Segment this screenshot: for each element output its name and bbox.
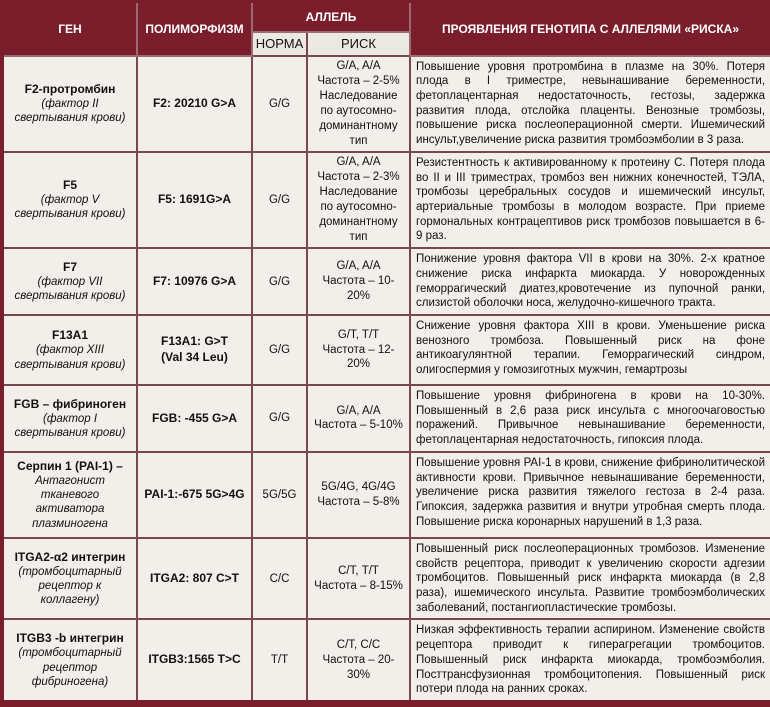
- norm-allele-cell: G/G: [252, 315, 307, 385]
- gene-name: F7: [62, 259, 77, 274]
- gene-name: FGB – фибриноген: [13, 396, 127, 411]
- risk-allele-cell: С/Т, С/С Частота – 20-30%: [307, 619, 410, 703]
- polymorphism-value: ITGA2: 807 C>T: [149, 570, 240, 585]
- risk-allele-cell: G/T, T/T Частота – 12-20%: [307, 315, 410, 385]
- polymorphism-value: F13A1: G>T: [160, 334, 229, 349]
- norm-allele-cell: C/C: [252, 538, 307, 620]
- gene-cell: [2, 248, 137, 315]
- gene-cell: [2, 619, 137, 703]
- polymorphism-value: F5: 1691G>A: [157, 192, 232, 207]
- table-row: [2, 452, 770, 538]
- table-row: [2, 315, 770, 385]
- polymorphism-value: PAI-1:-675 5G>4G: [144, 487, 245, 502]
- polymorphism-cell: [137, 56, 252, 152]
- gene-cell: [2, 538, 137, 620]
- gene-cell: [2, 152, 137, 248]
- norm-allele-cell: G/G: [252, 56, 307, 152]
- table-row: [2, 56, 770, 152]
- polymorphism-cell: [137, 538, 252, 620]
- polymorphism-value: ITGB3:1565 T>C: [148, 652, 241, 667]
- norm-allele-cell: G/G: [252, 248, 307, 315]
- norm-allele-cell: G/G: [252, 385, 307, 452]
- norm-allele-cell: T/T: [252, 619, 307, 703]
- polymorphism-cell: [137, 315, 252, 385]
- risk-allele-cell: С/Т, Т/Т Частота – 8-15%: [307, 538, 410, 620]
- gene-name: F2-протромбин: [24, 81, 116, 96]
- risk-allele-cell: G/A, A/A Частота – 2-3% Наследование по аутосомно-доминантному тип: [307, 152, 410, 248]
- polymorphism-cell: [137, 385, 252, 452]
- table-body: [2, 56, 770, 704]
- norm-allele-cell: G/G: [252, 152, 307, 248]
- polymorphism-value: F2: 20210 G>A: [152, 95, 237, 110]
- manifestations-cell: Повышение уровня PAI-1 в крови, снижение фибринолитической активности крови. Привычное невынашивание беременности, увеличение риска развития тяжелого гестоза в 2-4 раза. Гипоксия, задержка развития и внутри утробная смерть плода. Повышение риска коронарных нарушений в 1,3 раза.: [410, 452, 770, 538]
- manifestations-cell: Резистентность к активированному к протеину С. Потеря плода во II и III триместрах, тромбоз вен нижних конечностей, ТЭЛА, тромбозы церебральных сосудов и ишемический инсульт, артериальные тромбозы в молодом возрасте. При приеме гормональных контрацептивов риск тромбозов повышается в 6-9 раз.: [410, 152, 770, 248]
- header-allele: АЛЛЕЛЬ: [252, 2, 410, 32]
- gene-name: F13A1: [51, 328, 89, 343]
- gene-subtitle: (фактор XIII свертывания крови): [14, 344, 126, 371]
- header-polymorphism: ПОЛИМОРФИЗМ: [137, 2, 252, 56]
- gene-subtitle: (тромбоцитарный рецептор фибриногена): [18, 647, 122, 688]
- table-header: [2, 2, 770, 56]
- gene-cell: [2, 56, 137, 152]
- polymorphism-cell: [137, 248, 252, 315]
- table-row: [2, 152, 770, 248]
- polymorphism-value: F7: 10976 G>A: [152, 273, 237, 288]
- polymorphism-cell: [137, 452, 252, 538]
- gene-subtitle: (фактор II свертывания крови): [14, 97, 126, 125]
- risk-allele-cell: G/A, A/A Частота – 2-5% Наследование по аутосомно-доминантному тип: [307, 56, 410, 152]
- gene-subtitle: (фактор V свертывания крови): [14, 194, 126, 221]
- gene-cell: [2, 385, 137, 452]
- manifestations-cell: Повышение уровня фибриногена в крови на 10-30%. Повышенный в 2,6 раза риск инсульта с многоочаговостью поражений. Привычное невынашивание беременности, фетоплацентарная недостаточность, гипоксия плода.: [410, 385, 770, 452]
- polymorphism-cell: [137, 152, 252, 248]
- gene-subtitle: (фактор VII свертывания крови): [14, 275, 126, 303]
- header-manifestations: ПРОЯВЛЕНИЯ ГЕНОТИПА С АЛЛЕЛЯМИ «РИСКА»: [410, 2, 770, 56]
- header-gene: ГЕН: [2, 2, 137, 56]
- gene-subtitle: (фактор I свертывания крови): [14, 412, 126, 439]
- polymorphism-cell: [137, 619, 252, 703]
- table-row: [2, 248, 770, 315]
- polymorphism-value: FGB: -455 G>A: [151, 410, 238, 425]
- risk-allele-cell: 5G/4G, 4G/4G Частота – 5-8%: [307, 452, 410, 538]
- gene-name: F5: [62, 178, 77, 193]
- manifestations-cell: Повышение уровня протромбина в плазме на 30%. Потеря плода в I триместре, невынашивание беременности, фетоплацентарная недостаточность, гестозы, задержка развития плода, отслойка плаценты. Венозные тромбозы, повышение риска послеоперационной смерти. Ишемический инсульт,увеличение риска развития тромбоэмболии в 3 раза.: [410, 56, 770, 152]
- gene-name: Серпин 1 (PAI-1) –: [17, 458, 123, 473]
- gene-cell: [2, 315, 137, 385]
- table-row: [2, 538, 770, 620]
- manifestations-cell: Снижение уровня фактора XIII в крови. Уменьшение риска венозного тромбоза. Повышенный риск на фоне антикоагулянтной терапии. Геморрагический синдром, олигоспермия у гомозиготных мужчин, гемартрозы: [410, 315, 770, 385]
- gene-name: ITGB3 -b интегрин: [16, 631, 124, 646]
- gene-cell: [2, 452, 137, 538]
- gene-name: ITGA2-α2 интегрин: [14, 549, 126, 564]
- gene-subtitle: (тромбоцитарный рецептор к коллагену): [18, 565, 122, 607]
- header-risk: РИСК: [307, 32, 410, 56]
- norm-allele-cell: 5G/5G: [252, 452, 307, 538]
- manifestations-cell: Повышенный риск послеоперационных тромбозов. Изменение свойств рецептора, приводит к увеличению скорости адгезии тромбоцитов. Повышенный риск инфаркта миокарда (в 2,8 раза), ишемического инсульта. Развитие тромбоэмболических заболеваний, постангиопластические тромбозы.: [410, 538, 770, 620]
- header-norm: НОРМА: [252, 32, 307, 56]
- polymorphism-value-2: (Val 34 Leu): [161, 350, 228, 364]
- table-row: [2, 619, 770, 703]
- risk-allele-cell: G/A, A/A Частота – 5-10%: [307, 385, 410, 452]
- manifestations-cell: Понижение уровня фактора VII в крови на 30%. 2-х кратное снижение риска инфаркта миокарда. У новорожденных геморрагический диатез,кровотечение из пупочной ранки, слизистой оболочки носа, желудочно-кишечного тракта.: [410, 248, 770, 315]
- table-row: [2, 385, 770, 452]
- gene-subtitle: Антагонист тканевого активатора плазминогена: [32, 474, 108, 530]
- risk-allele-cell: G/A, A/A Частота – 10-20%: [307, 248, 410, 315]
- manifestations-cell: Низкая эффективность терапии аспирином. Изменение свойств рецептора приводит к гиперагрегации тромбоцитов. Повышенный риск инфаркта миокарда, тромбоэмболия. Посттрансфузионная тромбоцитопения. Повышенный риск потери плода на ранних сроках.: [410, 619, 770, 703]
